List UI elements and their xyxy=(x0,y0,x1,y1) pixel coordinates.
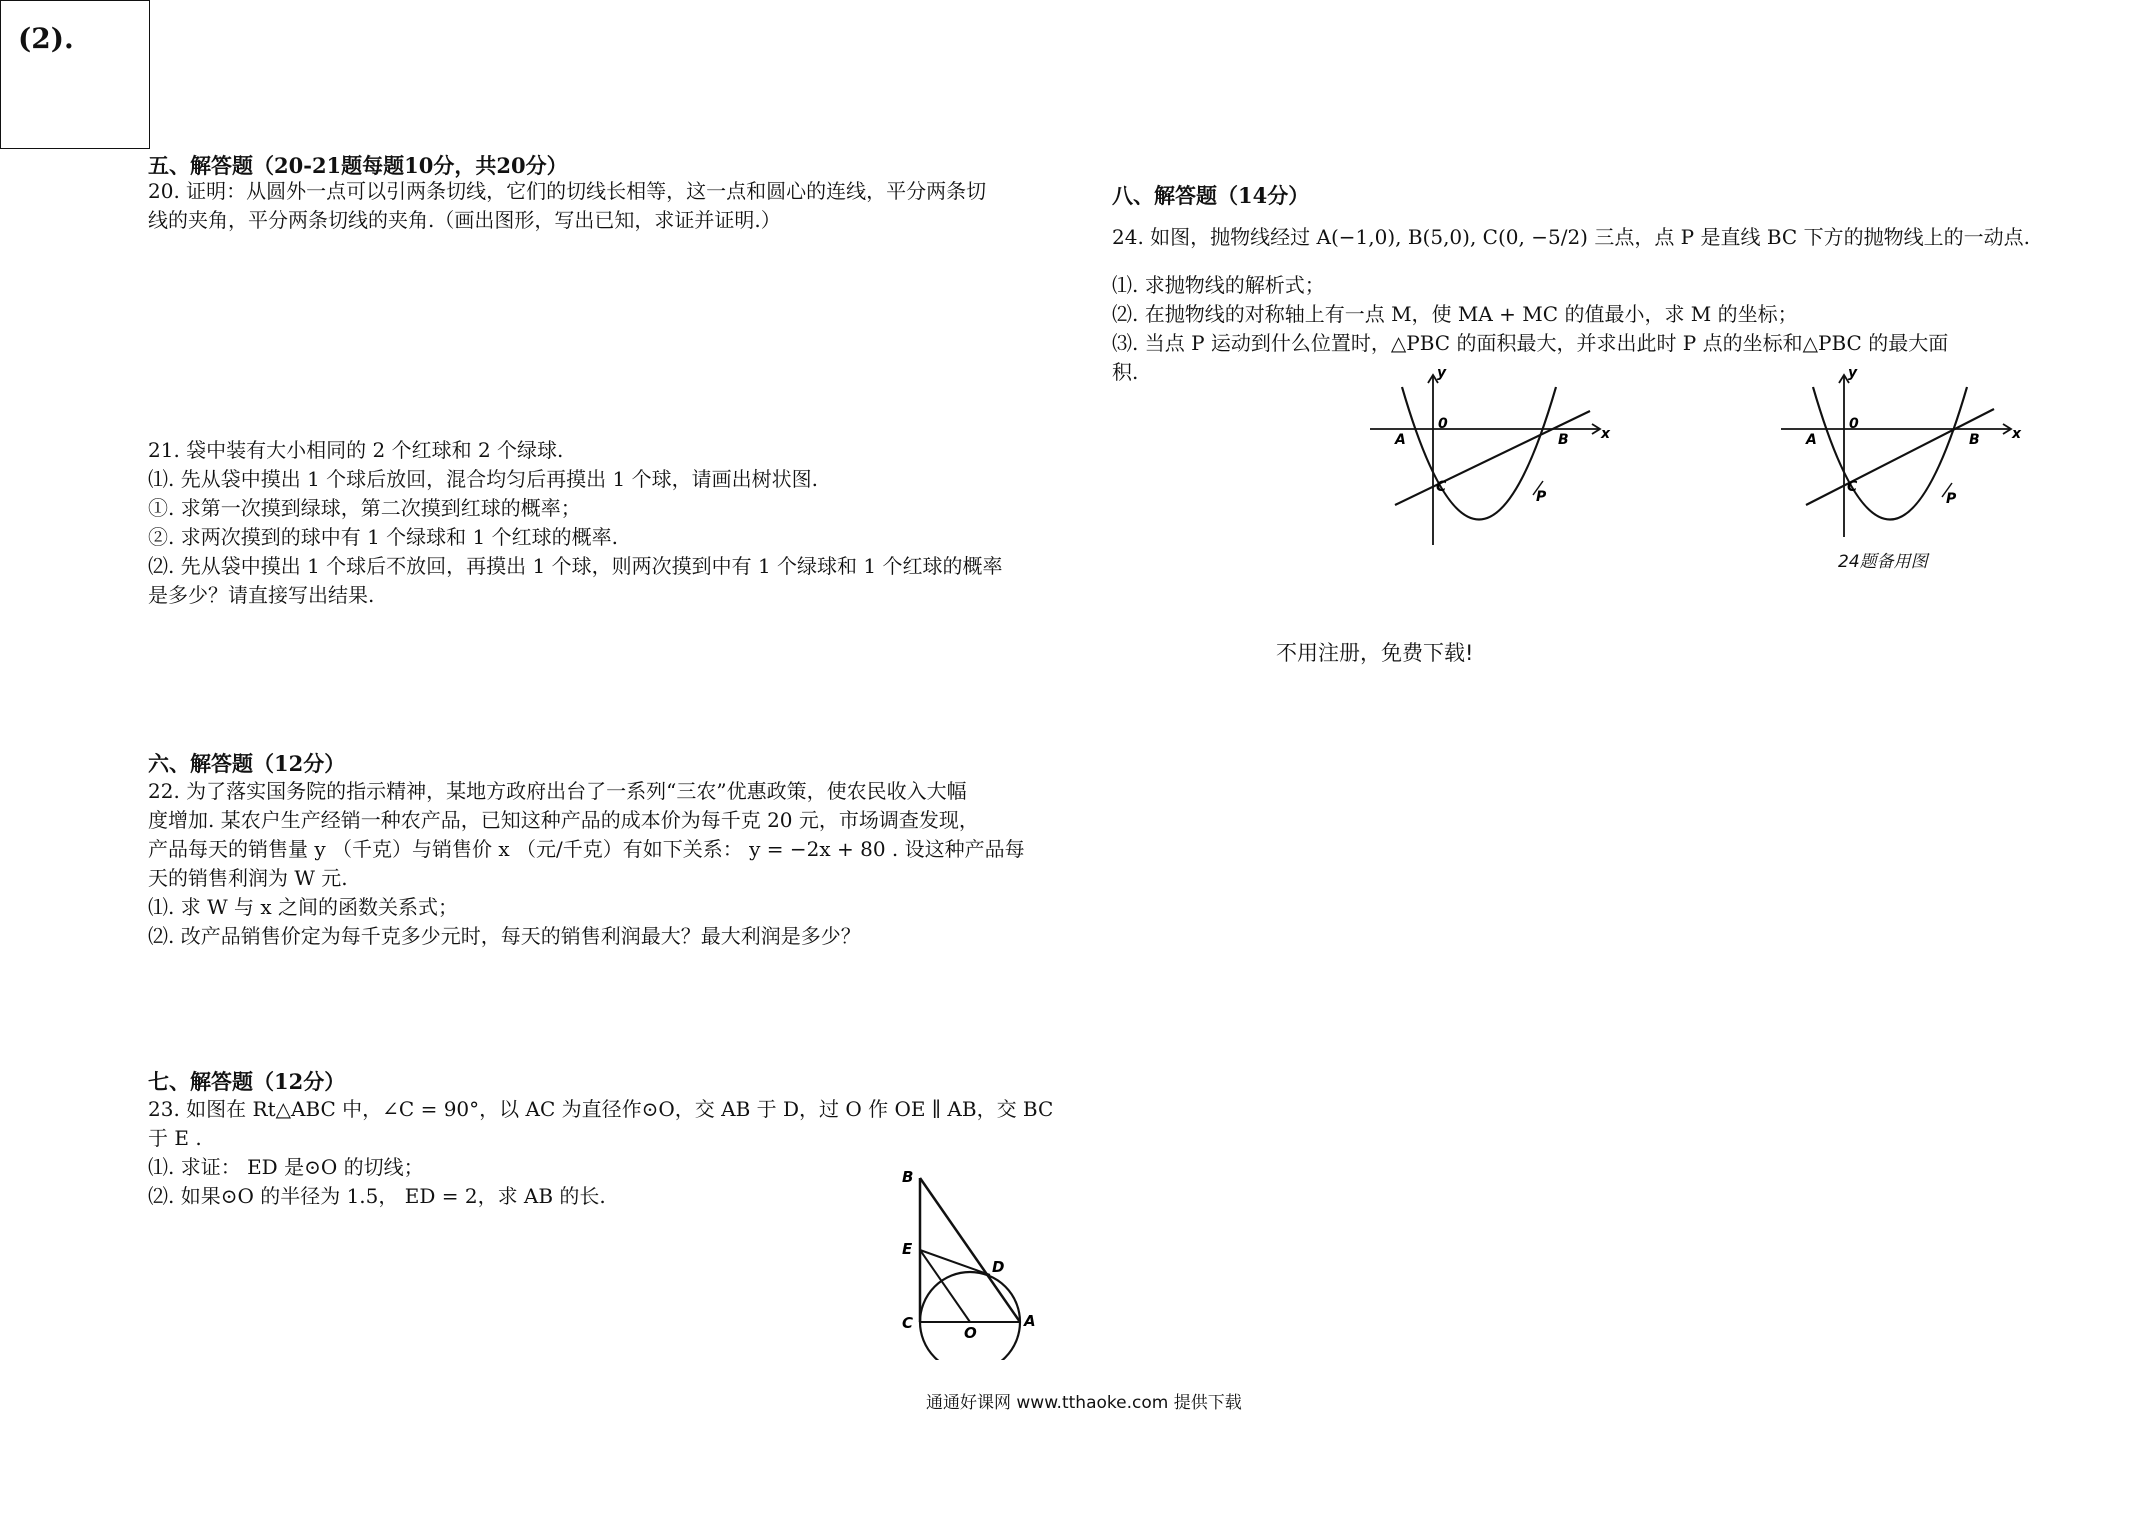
fig23-label-a: A xyxy=(1024,1312,1036,1330)
q24-spare-parabola-graph xyxy=(1776,365,2036,550)
q23-triangle-circle-figure xyxy=(880,1160,1060,1360)
q23-line-1: 23. 如图在 Rt△ABC 中，∠C = 90°，以 AC 为直径作⊙O，交 AB 于 D，过 O 作 OE ∥ AB，交 BC xyxy=(148,1097,1054,1121)
q24-line-1: 24. 如图，抛物线经过 A(−1,0), B(5,0), C(0, −5/2) 三点，点 P 是直线 BC 下方的抛物线上的一动点. xyxy=(1112,225,2030,249)
part-label: (2). xyxy=(18,22,74,55)
graph2-label-a: A xyxy=(1806,432,1817,448)
promo-text: 不用注册，免费下载! xyxy=(1276,641,1474,665)
graph1-label-a: A xyxy=(1395,432,1406,448)
fig23-label-e: E xyxy=(902,1240,913,1258)
q21-line-2: ⑴. 先从袋中摸出 1 个球后放回，混合均匀后再摸出 1 个球，请画出树状图. xyxy=(148,467,818,491)
graph2-label-o: 0 xyxy=(1849,416,1859,432)
q20-line-1: 20. 证明：从圆外一点可以引两条切线，它们的切线长相等，这一点和圆心的连线，平分两条切 xyxy=(148,179,987,203)
section-8-title: 八、解答题（14分） xyxy=(1112,183,1310,208)
q24-parabola-graph xyxy=(1365,365,1625,550)
fig23-label-d: D xyxy=(992,1258,1005,1276)
footer-credit: 通通好课网 www.tthaoke.com 提供下载 xyxy=(926,1393,1242,1413)
graph1-label-b: B xyxy=(1558,432,1569,448)
q24-line-5: 积. xyxy=(1112,360,1139,384)
graph1-label-y: y xyxy=(1437,365,1447,381)
q23-line-2: 于 E . xyxy=(148,1126,202,1150)
q24-line-2: ⑴. 求抛物线的解析式； xyxy=(1112,273,1325,297)
graph1-label-o: 0 xyxy=(1438,416,1448,432)
graph1-label-p: P xyxy=(1536,489,1547,505)
q22-line-2: 度增加. 某农户生产经销一种农产品，已知这种产品的成本价为每千克 20 元，市场调查发现， xyxy=(148,808,979,832)
q24-line-3: ⑵. 在抛物线的对称轴上有一点 M，使 MA + MC 的值最小，求 M 的坐标； xyxy=(1112,302,1798,326)
graph2-label-p: P xyxy=(1946,491,1957,507)
q23-line-3: ⑴. 求证： ED 是⊙O 的切线； xyxy=(148,1155,424,1179)
q23-line-4: ⑵. 如果⊙O 的半径为 1.5， ED = 2，求 AB 的长. xyxy=(148,1184,606,1208)
q22-line-1: 22. 为了落实国务院的指示精神，某地方政府出台了一系列“三农”优惠政策，使农民收入大幅 xyxy=(148,779,967,803)
section-5-title: 五、解答题（20-21题每题10分，共20分） xyxy=(148,153,568,178)
q20-line-2: 线的夹角，平分两条切线的夹角.（画出图形，写出已知，求证并证明.） xyxy=(148,208,781,232)
section-7-title: 七、解答题（12分） xyxy=(148,1069,346,1094)
q22-line-4: 天的销售利润为 W 元. xyxy=(148,866,348,890)
graph2-label-c: C xyxy=(1847,479,1858,495)
fig23-label-o: O xyxy=(964,1324,977,1342)
q22-line-6: ⑵. 改产品销售价定为每千克多少元时，每天的销售利润最大？最大利润是多少？ xyxy=(148,924,861,948)
q21-line-1: 21. 袋中装有大小相同的 2 个红球和 2 个绿球. xyxy=(148,438,564,462)
graph2-label-y: y xyxy=(1848,365,1858,381)
q24-line-4: ⑶. 当点 P 运动到什么位置时，△PBC 的面积最大，并求出此时 P 点的坐标和△PBC 的最大面 xyxy=(1112,331,1949,355)
q22-line-5: ⑴. 求 W 与 x 之间的函数关系式； xyxy=(148,895,458,919)
q21-line-5: ⑵. 先从袋中摸出 1 个球后不放回，再摸出 1 个球，则两次摸到中有 1 个绿球和 1 个红球的概率 xyxy=(148,554,1003,578)
section-6-title: 六、解答题（12分） xyxy=(148,751,346,776)
graph2-label-b: B xyxy=(1969,432,1980,448)
fig23-label-c: C xyxy=(902,1314,914,1332)
q22-line-3: 产品每天的销售量 y （千克）与销售价 x （元/千克）有如下关系： y = −2x + 80 . 设这种产品每 xyxy=(148,837,1025,861)
fig23-label-b: B xyxy=(902,1168,914,1186)
q21-line-3: ①. 求第一次摸到绿球，第二次摸到红球的概率； xyxy=(148,496,581,520)
graph-caption: 24题备用图 xyxy=(1838,552,1928,572)
q21-line-4: ②. 求两次摸到的球中有 1 个绿球和 1 个红球的概率. xyxy=(148,525,618,549)
graph2-label-x: x xyxy=(2012,426,2022,442)
graph1-label-x: x xyxy=(1601,426,1611,442)
q21-line-6: 是多少？请直接写出结果. xyxy=(148,583,375,607)
graph1-label-c: C xyxy=(1436,479,1447,495)
